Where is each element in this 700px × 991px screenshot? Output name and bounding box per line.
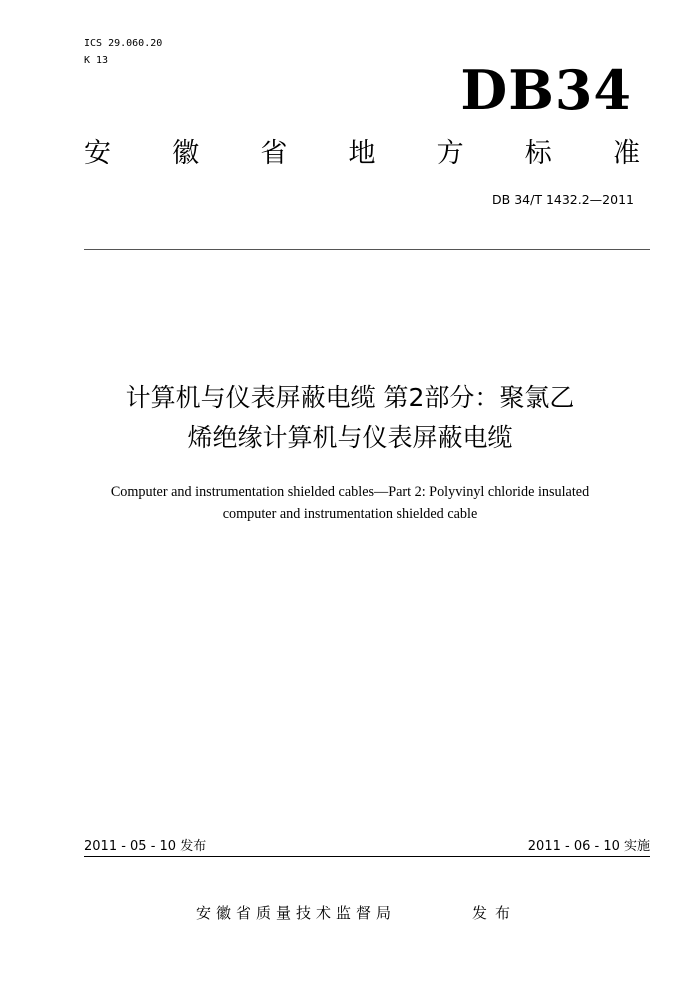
english-title-line: Computer and instrumentation shielded cables—Part 2: Polyvinyl chloride insulated [110,484,590,500]
category-char: 方 [436,138,464,169]
category-char: 准 [612,138,640,169]
category-char: 徽 [172,138,200,169]
db34-logo: DB34 [460,58,632,122]
standard-number: DB 34/T 1432.2—2011 [492,192,634,207]
chinese-title-line: 烯绝缘计算机与仪表屏蔽电缆 [187,423,513,452]
header-divider [84,249,650,250]
issuing-authority: 安徽省质量技术监督局 [196,904,397,922]
category-char: 地 [348,138,376,169]
publish-date: 2011 - 05 - 10 发布 [84,839,207,854]
ics-code: ICS 29.060.20 [84,38,163,49]
footer-divider [84,856,650,857]
implement-date: 2011 - 06 - 10 实施 [527,839,650,854]
category-char: 省 [260,138,288,169]
chinese-title [40,378,660,458]
category-char: 标 [524,138,552,169]
standard-category [84,138,640,170]
release-label: 发布 [472,904,519,922]
english-title [40,481,660,525]
category-char: 安 [84,138,111,169]
chinese-title-line: 计算机与仪表屏蔽电缆 第2部分：聚氯乙 [125,383,575,412]
english-title-line: computer and instrumentation shielded cable [222,506,478,522]
classification-code: K 13 [84,55,109,66]
